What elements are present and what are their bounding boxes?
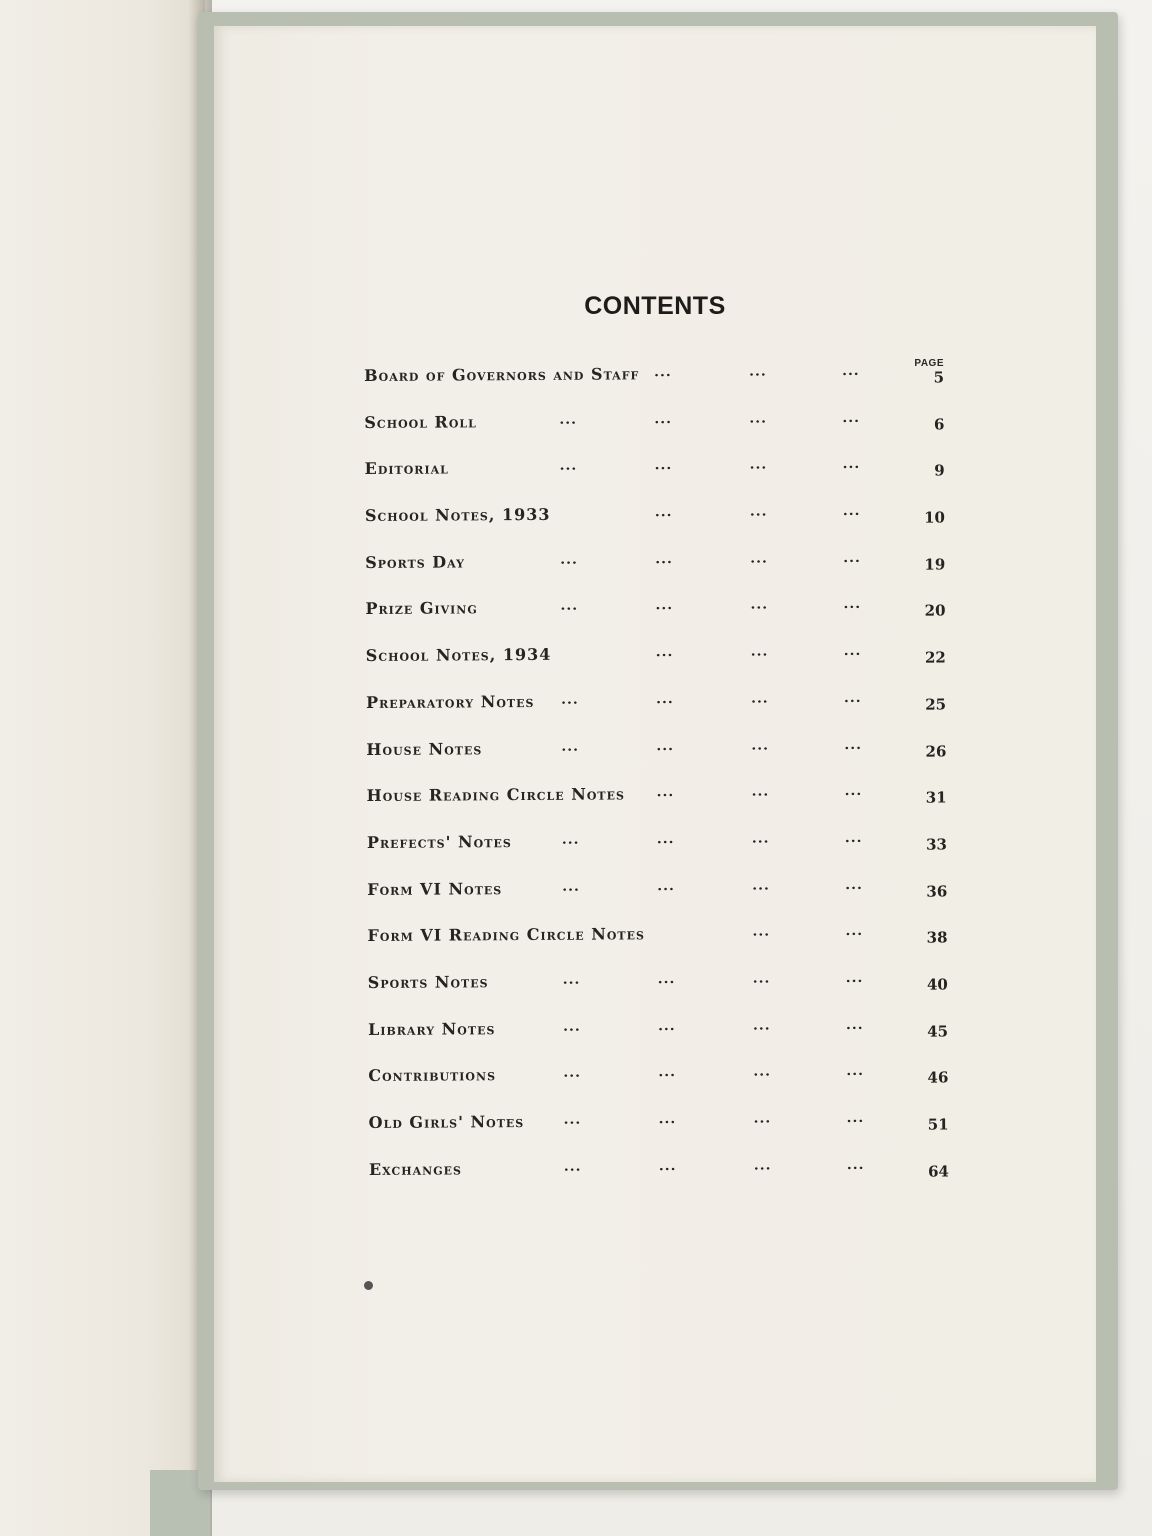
dot-leader: ... (658, 1157, 677, 1174)
left-facing-page (0, 0, 205, 1536)
dot-leader: ... (560, 691, 579, 708)
dot-leader: ... (656, 830, 675, 848)
dot-leader: ... (560, 598, 579, 615)
dot-leader: ... (753, 1063, 771, 1080)
entry-title: School Roll (364, 411, 477, 432)
dot-leader: ... (751, 783, 770, 800)
contents-entry (366, 689, 956, 739)
contents-entry (368, 969, 958, 1019)
dot-leader: ... (658, 1064, 676, 1081)
entry-page-number: 20 (924, 601, 946, 621)
dot-leader: ... (657, 1017, 676, 1034)
dot-leader: ... (751, 737, 769, 754)
dot-leader: ... (561, 831, 580, 848)
entry-page-number: 9 (934, 461, 945, 480)
dot-leader: ... (748, 363, 767, 380)
dot-leader: ... (752, 1017, 771, 1034)
dot-leader: ... (749, 503, 768, 520)
dot-leader: ... (843, 596, 862, 613)
contents-entry (365, 596, 955, 646)
entry-title: Exchanges (368, 1159, 462, 1179)
dot-leader: ... (749, 456, 768, 474)
contents-entry (369, 1156, 959, 1206)
dot-leader: ... (562, 878, 580, 895)
dot-leader: ... (560, 551, 578, 568)
entry-title: Sports Day (365, 552, 466, 572)
contents-entry (368, 1016, 958, 1066)
entry-page-number: 36 (926, 882, 948, 901)
dot-leader: ... (845, 1016, 864, 1033)
contents-entry (369, 1109, 959, 1159)
page-column-label: PAGE (914, 358, 944, 369)
contents-list (364, 362, 959, 1206)
entry-title: Library Notes (367, 1018, 496, 1039)
contents-entry (365, 549, 955, 599)
dot-leader: ... (750, 690, 769, 707)
entry-page-number: 26 (925, 741, 947, 761)
entry-title: Form VI Reading Circle Notes (367, 924, 645, 946)
entry-title: Board of Governors and Staff (364, 364, 640, 385)
entry-page-number: 45 (927, 1022, 949, 1041)
dot-leader: ... (845, 923, 864, 940)
entry-title: Prefects' Notes (366, 831, 512, 852)
ink-speck (364, 1281, 373, 1290)
entry-title: Form VI Notes (367, 878, 503, 899)
dot-leader: ... (654, 457, 673, 474)
entry-title: School Notes, 1934 (365, 644, 552, 666)
dot-leader: ... (655, 690, 674, 708)
dot-leader: ... (654, 504, 673, 521)
contents-entry (368, 1063, 958, 1113)
contents-entry (367, 923, 957, 973)
entry-page-number: 10 (924, 508, 945, 527)
dot-leader: ... (559, 411, 578, 428)
entry-page-number: 40 (926, 975, 948, 994)
dot-leader: ... (656, 737, 674, 754)
dot-leader: ... (842, 503, 861, 520)
dot-leader: ... (846, 1156, 865, 1173)
entry-page-number: 51 (927, 1115, 949, 1134)
entry-title: Editorial (364, 458, 449, 479)
dot-leader: ... (749, 410, 768, 427)
contents-entry (364, 409, 954, 459)
dot-leader: ... (750, 550, 768, 567)
dot-leader: ... (563, 1065, 581, 1082)
entry-page-number: 33 (926, 835, 947, 854)
dot-leader: ... (656, 784, 675, 801)
dot-leader: ... (752, 923, 771, 940)
dot-leader: ... (753, 1110, 772, 1127)
dot-leader: ... (655, 597, 674, 614)
entry-page-number: 25 (925, 695, 947, 714)
dot-leader: ... (753, 1157, 772, 1174)
dot-leader: ... (843, 643, 862, 660)
dot-leader: ... (845, 969, 864, 987)
entry-page-number: 31 (925, 788, 947, 807)
dot-leader: ... (843, 689, 862, 706)
dot-leader: ... (750, 643, 769, 660)
dot-leader: ... (752, 970, 771, 987)
dot-leader: ... (657, 971, 676, 988)
entry-page-number: 22 (924, 648, 946, 667)
dot-leader: ... (563, 1158, 582, 1175)
contents-entry (367, 783, 957, 833)
dot-leader: ... (562, 971, 581, 988)
dot-leader: ... (844, 783, 863, 800)
contents-entry (365, 456, 955, 506)
dot-leader: ... (842, 409, 860, 426)
entry-title: Preparatory Notes (365, 691, 535, 712)
entry-page-number: 46 (927, 1068, 949, 1087)
dot-leader: ... (653, 364, 672, 381)
entry-page-number: 19 (924, 555, 946, 574)
dot-leader: ... (655, 644, 674, 661)
entry-title: Sports Notes (367, 972, 489, 992)
dot-leader: ... (752, 877, 770, 894)
dot-leader: ... (751, 830, 770, 847)
contents-entry (367, 876, 957, 926)
dot-leader: ... (845, 876, 863, 893)
entry-page-number: 64 (927, 1162, 949, 1181)
dot-leader: ... (562, 1018, 581, 1035)
contents-entry (366, 736, 956, 786)
dot-leader: ... (655, 550, 673, 567)
dot-leader: ... (563, 1111, 582, 1128)
contents-entry (364, 362, 954, 412)
dot-leader: ... (559, 458, 578, 475)
dot-leader: ... (844, 829, 863, 846)
dot-leader: ... (561, 738, 580, 755)
entry-title: School Notes, 1933 (364, 504, 551, 526)
dot-leader: ... (750, 596, 769, 614)
entry-title: Contributions (368, 1065, 497, 1086)
dot-leader: ... (841, 362, 860, 380)
dot-leader: ... (657, 877, 675, 894)
page-title: CONTENTS (584, 292, 726, 320)
contents-entry (366, 643, 956, 693)
entry-title: House Reading Circle Notes (366, 784, 625, 806)
entry-page-number: 38 (926, 928, 948, 947)
contents-entry (367, 829, 957, 879)
dot-leader: ... (843, 549, 861, 566)
entry-title: Old Girls' Notes (368, 1112, 525, 1132)
contents-page (214, 26, 1096, 1482)
entry-page-number: 5 (933, 368, 945, 387)
dot-leader: ... (842, 456, 861, 473)
dot-leader: ... (846, 1063, 864, 1080)
contents-entry (365, 502, 955, 552)
entry-page-number: 6 (933, 415, 945, 434)
dot-leader: ... (846, 1109, 865, 1127)
entry-title: House Notes (366, 738, 483, 759)
dot-leader: ... (654, 410, 673, 427)
dot-leader: ... (658, 1111, 677, 1128)
entry-title: Prize Giving (365, 598, 478, 619)
dot-leader: ... (844, 736, 862, 753)
